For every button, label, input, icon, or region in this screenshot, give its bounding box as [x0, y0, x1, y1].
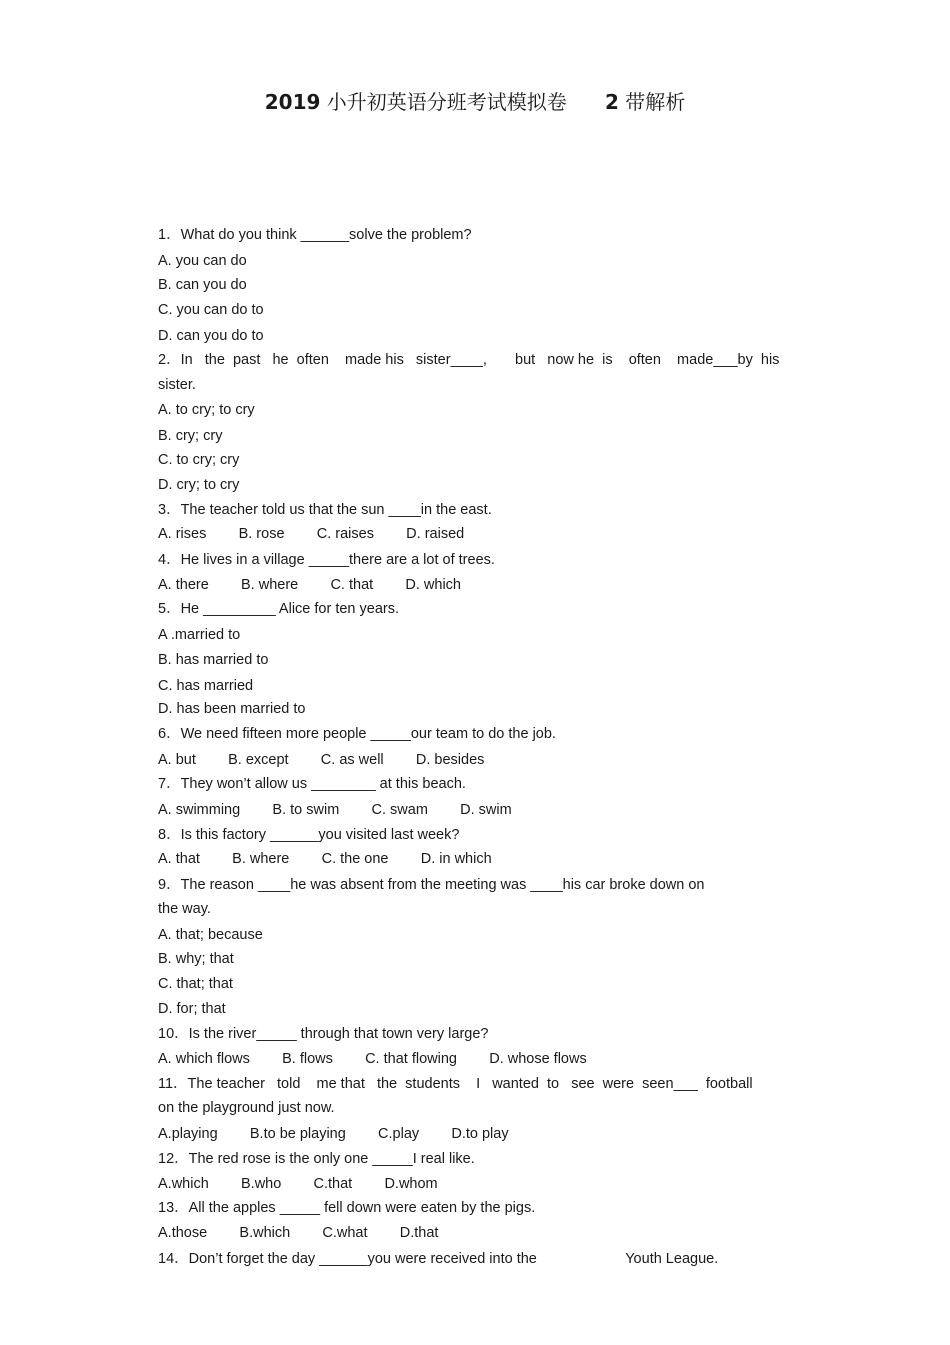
option-line: C. has married	[158, 678, 254, 694]
question-line: 14．Don’t forget the day ______you were received into the Youth League.	[158, 1251, 719, 1267]
question-line: 9．The reason ____he was absent from the meeting was ____his car broke down on	[158, 877, 705, 893]
option-line: D. cry; to cry	[158, 477, 240, 493]
title-main: 小升初英语分班考试模拟卷	[326, 90, 567, 114]
option-line: D. can you do to	[158, 328, 264, 344]
option-line: A. you can do	[158, 253, 247, 269]
option-line: A. rises B. rose C. raises D. raised	[158, 526, 465, 542]
option-line: A. which flows B. flows C. that flowing D. whose flows	[158, 1051, 587, 1067]
question-line: 10．Is the river_____ through that town very large?	[158, 1026, 489, 1042]
option-line: A. but B. except C. as well D. besides	[158, 752, 485, 768]
question-line: 5．He _________ Alice for ten years.	[158, 601, 400, 617]
option-line: the way.	[158, 901, 211, 917]
question-line: 12．The red rose is the only one _____I real like.	[158, 1151, 475, 1167]
option-line: B. why; that	[158, 951, 234, 967]
question-line: 3．The teacher told us that the sun ____in the east.	[158, 502, 492, 518]
option-line: B. cry; cry	[158, 428, 223, 444]
question-line: 7．They won’t allow us ________ at this beach.	[158, 776, 466, 792]
option-line: A. that; because	[158, 927, 263, 943]
option-line: A.playing B.to be playing C.play D.to play	[158, 1126, 509, 1142]
question-line: 6．We need fifteen more people _____our team to do the job.	[158, 726, 556, 742]
title-year: 2019	[264, 90, 321, 114]
option-line: A .married to	[158, 627, 241, 643]
option-line: on the playground just now.	[158, 1100, 335, 1116]
option-line: D. for; that	[158, 1001, 226, 1017]
question-line: 13．All the apples _____ fell down were eaten by the pigs.	[158, 1200, 536, 1216]
question-line: 8．Is this factory ______you visited last week?	[158, 827, 460, 843]
option-line: A. there B. where C. that D. which	[158, 577, 461, 593]
option-line: B. can you do	[158, 277, 247, 293]
option-line: D. has been married to	[158, 701, 306, 717]
question-line: 4．He lives in a village _____there are a lot of trees.	[158, 552, 495, 568]
question-line: 11．The teacher told me that the students I wanted to see were seen___ football	[158, 1076, 753, 1092]
option-line: A. that B. where C. the one D. in which	[158, 851, 492, 867]
option-line: sister.	[158, 377, 196, 393]
option-line: A. swimming B. to swim C. swam D. swim	[158, 802, 512, 818]
option-line: C. that; that	[158, 976, 233, 992]
page-title	[0, 86, 950, 115]
option-line: C. to cry; cry	[158, 452, 240, 468]
question-line: 2．In the past he often made his sister____, but now he is often made___by his	[158, 352, 780, 368]
option-line: A.those B.which C.what D.that	[158, 1225, 439, 1241]
title-suffix: 带解析	[625, 90, 686, 114]
option-line: B. has married to	[158, 652, 269, 668]
option-line: A.which B.who C.that D.whom	[158, 1176, 438, 1192]
option-line: A. to cry; to cry	[158, 402, 255, 418]
title-number: 2	[604, 90, 619, 114]
option-line: C. you can do to	[158, 302, 264, 318]
question-line: 1．What do you think ______solve the problem?	[158, 227, 472, 243]
